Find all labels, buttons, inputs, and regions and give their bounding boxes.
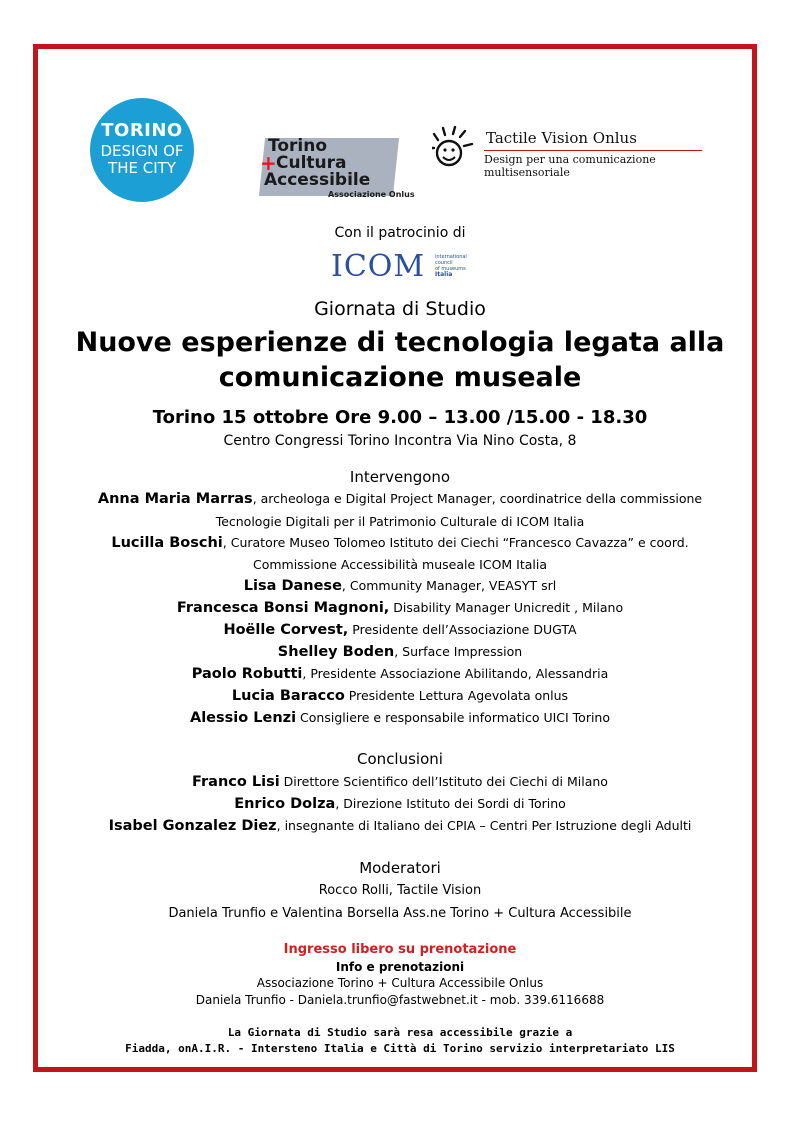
speaker-name: Enrico Dolza: [234, 796, 336, 812]
speaker-name: Franco Lisi: [192, 774, 280, 790]
speaker-row: [0, 578, 800, 594]
tactile-vision-rule: [484, 150, 702, 151]
torino-logo-line-1: TORINO: [101, 120, 183, 141]
speaker-role: , Presidente Associazione Abilitando, Alessandria: [302, 666, 609, 681]
info-heading: Info e prenotazioni: [335, 960, 465, 974]
ingresso-notice: Ingresso libero su prenotazione: [283, 942, 517, 957]
footer-line-1: La Giornata di Studio sarà resa accessibile grazie a: [227, 1026, 573, 1039]
speaker-row: [0, 710, 800, 726]
speaker-role: Consigliere e responsabile informatico UICI Torino: [296, 710, 611, 725]
patrocinio-text: Con il patrocinio di: [334, 225, 466, 241]
event-date-time: Torino 15 ottobre Ore 9.00 – 13.00 /15.00 - 18.30: [152, 407, 648, 428]
speaker-row: [0, 491, 800, 507]
speaker-role: , Curatore Museo Tolomeo Istituto dei Ciechi “Francesco Cavazza” e coord.: [222, 535, 689, 550]
event-title-line-2: comunicazione museale: [218, 362, 582, 393]
speaker-row: [0, 557, 800, 572]
speaker-row: [0, 600, 800, 616]
event-title-line-1: Nuove esperienze di tecnologia legata alla: [75, 327, 725, 358]
icom-logo: [331, 250, 471, 286]
event-type: Giornata di Studio: [314, 298, 486, 320]
info-contact: Daniela Trunfio - Daniela.trunfio@fastwebnet.it - mob. 339.6116688: [195, 993, 605, 1007]
footer-line-2: Fiadda, onA.I.R. - Intersteno Italia e Città di Torino servizio interpretariato LIS: [125, 1042, 675, 1055]
speaker-row: [0, 774, 800, 790]
conclusioni-heading: Conclusioni: [357, 750, 443, 768]
speaker-name: Paolo Robutti: [191, 666, 303, 682]
speaker-role: Disability Manager Unicredit , Milano: [389, 600, 624, 615]
tactile-vision-tagline: Design per una comunicazione multisensoriale: [484, 153, 656, 179]
info-association: Associazione Torino + Cultura Accessibile Onlus: [256, 976, 544, 990]
speaker-role: Presidente dell’Associazione DUGTA: [348, 622, 577, 637]
tca-logo-word-1: Torino: [268, 136, 328, 156]
speaker-name: Shelley Boden: [277, 644, 395, 660]
speaker-row: [0, 688, 800, 704]
intervengono-heading: Intervengono: [349, 468, 451, 486]
speaker-role: Commissione Accessibilità museale ICOM Italia: [252, 557, 548, 572]
speaker-name: Lucia Baracco: [231, 688, 345, 704]
speaker-row: [0, 666, 800, 682]
speaker-row: [0, 535, 800, 551]
speaker-name: Anna Maria Marras: [97, 491, 253, 507]
moderator-line: Daniela Trunfio e Valentina Borsella Ass.ne Torino + Cultura Accessibile: [168, 906, 632, 921]
speaker-row: [0, 622, 800, 638]
torino-design-logo: [90, 98, 194, 202]
speaker-role: , Surface Impression: [394, 644, 523, 659]
torino-cultura-accessibile-logo: [258, 132, 418, 202]
tca-plus-icon: +: [260, 151, 277, 175]
tca-logo-word-3: Accessibile: [264, 170, 371, 190]
torino-logo-line-3: THE CITY: [108, 159, 176, 177]
speaker-name: Lucilla Boschi: [111, 535, 223, 551]
speaker-name: Lisa Danese: [243, 578, 342, 594]
speaker-role: , archeologa e Digital Project Manager, coordinatrice della commissione: [252, 491, 703, 506]
speaker-name: Hoëlle Corvest,: [223, 622, 349, 638]
speaker-name: Francesca Bonsi Magnoni,: [176, 600, 390, 616]
tactile-vision-face-icon: [432, 126, 482, 176]
speaker-role: Tecnologie Digitali per il Patrimonio Culturale di ICOM Italia: [215, 514, 585, 529]
speaker-row: [0, 818, 800, 834]
speaker-role: , Direzione Istituto dei Sordi di Torino: [335, 796, 566, 811]
tactile-vision-name: Tactile Vision Onlus: [486, 129, 637, 147]
moderatori-heading: Moderatori: [359, 859, 441, 877]
speaker-row: [0, 796, 800, 812]
speaker-role: Presidente Lettura Agevolata onlus: [344, 688, 569, 703]
speaker-row: [0, 644, 800, 660]
speaker-name: Isabel Gonzalez Diez: [108, 818, 277, 834]
moderator-line: Rocco Rolli, Tactile Vision: [318, 883, 482, 898]
tca-logo-subtitle: Associazione Onlus: [328, 190, 415, 199]
icom-wordmark: ICOM: [331, 249, 426, 284]
icom-subtitle: international council of museums Italia: [435, 254, 467, 278]
tactile-vision-logo: [432, 126, 712, 179]
tca-logo-word-2: Cultura: [276, 153, 347, 173]
speaker-role: , Community Manager, VEASYT srl: [341, 578, 557, 593]
speaker-name: Alessio Lenzi: [189, 710, 297, 726]
speaker-role: , insegnante di Italiano dei CPIA – Centri Per Istruzione degli Adulti: [276, 818, 692, 833]
speaker-role: Direttore Scientifico dell’Istituto dei Ciechi di Milano: [279, 774, 608, 789]
speaker-row: [0, 514, 800, 529]
torino-logo-line-2: DESIGN OF: [100, 142, 184, 160]
event-location: Centro Congressi Torino Incontra Via Nino Costa, 8: [223, 433, 577, 449]
